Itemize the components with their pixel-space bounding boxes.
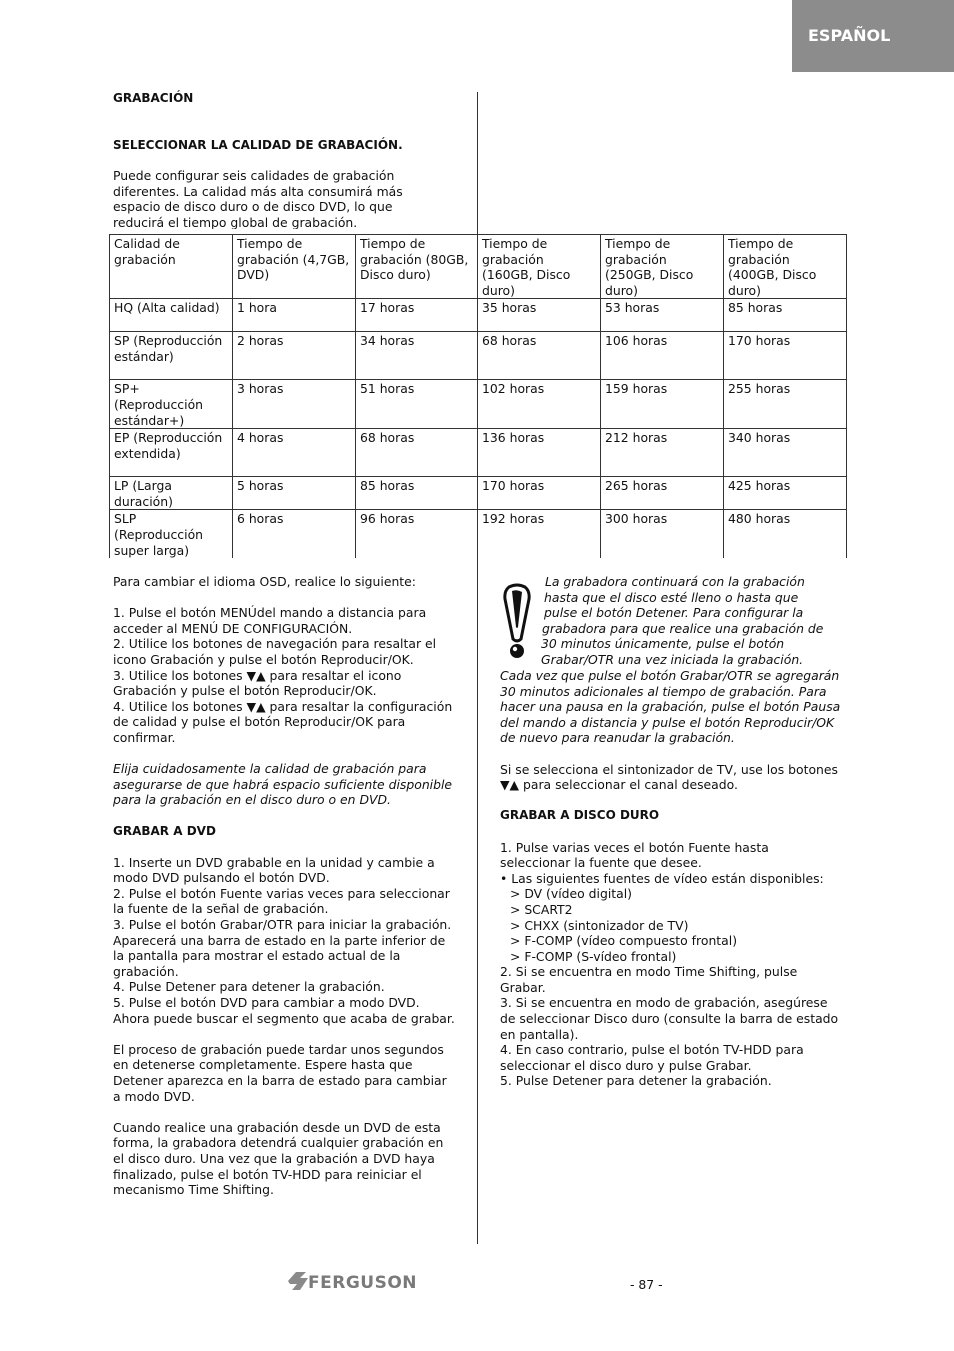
osd-step: 3. Utilice los botones ▼▲ para resaltar el icono Grabación y pulse el botón Reproducir/OK. [113,667,402,699]
warning-text [541,574,841,668]
warning-line: La grabadora continuará con la grabación [545,574,805,589]
table-cell: 35 horas [478,299,601,332]
hdd-step: 3. Si se encuentra en modo de grabación, asegúrese de seleccionar Disco duro (consulte la barra de estado en pantalla). [500,995,839,1042]
table-cell: 34 horas [356,332,478,380]
left-column [113,574,458,1198]
table-header-row [110,235,847,299]
table-cell: 425 horas [724,477,847,510]
table-cell: 192 horas [478,510,601,558]
right-column [500,668,843,1089]
table-row [110,332,847,380]
ferguson-logo-icon [286,1270,434,1292]
brand-text: FERGUSON [308,1273,417,1292]
list-item: > CHXX (sintonizador de TV) [510,917,689,933]
list-item: > DV (vídeo digital) [510,886,633,902]
table-cell: 6 horas [233,510,356,558]
warning-line: 30 minutos únicamente, pulse el botón [541,636,785,652]
dvd-step: 5. Pulse el botón DVD para cambiar a modo DVD. Ahora puede buscar el segmento que acaba de grabar. [113,995,455,1026]
table-cell: SLP (Reproducción super larga) [110,510,233,558]
warning-line: pulse el botón Detener. Para configurar la [544,605,804,621]
table-cell: 68 horas [478,332,601,380]
sources-list [500,886,843,964]
table-cell: 300 horas [601,510,724,558]
table-cell: 53 horas [601,299,724,332]
hdd-step: 2. Si se encuentra en modo Time Shifting, pulse Grabar. [500,964,798,995]
sources-intro: • Las siguientes fuentes de vídeo están disponibles: [500,870,824,886]
warning-line: Grabar/OTR una vez iniciada la grabación. [541,651,804,667]
hdd-step: 1. Pulse varias veces el botón Fuente hasta seleccionar la fuente que desee. [500,839,769,871]
column-divider-bottom [477,558,478,1244]
table-cell: 3 horas [233,380,356,429]
hdd-section-title: GRABAR A DISCO DURO [500,808,660,823]
table-cell: 85 horas [356,477,478,510]
list-item: > SCART2 [510,901,573,917]
table-cell: SP (Reproducción estándar) [110,332,233,380]
table-cell: 17 horas [356,299,478,332]
table-cell: 96 horas [356,510,478,558]
dvd-step: 2. Pulse el botón Fuente varias veces para seleccionar la fuente de la señal de grabación. [113,885,450,917]
table-cell: 106 horas [601,332,724,380]
page-number: - 87 - [630,1277,663,1292]
warning-line: hasta que el disco esté lleno o hasta que [544,589,799,605]
dvd-step: 1. Inserte un DVD grabable en la unidad y cambie a modo DVD pulsando el botón DVD. [113,854,435,886]
table-row [110,510,847,558]
table-cell: 136 horas [478,429,601,477]
osd-intro: Para cambiar el idioma OSD, realice lo siguiente: [113,574,416,589]
table-cell: 340 horas [724,429,847,477]
language-tab: ESPAÑOL [792,0,954,72]
table-cell: 2 horas [233,332,356,380]
recording-quality-table [109,234,847,558]
table-cell: LP (Larga duración) [110,477,233,510]
table-header-cell: Tiempo de grabación (4,7GB, DVD) [233,235,356,299]
table-header-cell: Tiempo de grabación (400GB, Disco duro) [724,235,847,299]
quality-note: Elija cuidadosamente la calidad de grabación para asegurarse de que habrá espacio suficiente disponible para la grabación en el disco duro o en DVD. [113,761,453,808]
table-row [110,429,847,477]
tuner-paragraph: Si se selecciona el sintonizador de TV, use los botones ▼▲ para seleccionar el canal deseado. [500,761,838,793]
table-row [110,299,847,332]
table-cell: 212 horas [601,429,724,477]
hdd-step: 4. En caso contrario, pulse el botón TV-HDD para seleccionar el disco duro y pulse Grabar. [500,1042,804,1073]
table-header-cell: Tiempo de grabación (160GB, Disco duro) [478,235,601,299]
dvd-section-title: GRABAR A DVD [113,823,216,838]
table-header-cell: Tiempo de grabación (80GB, Disco duro) [356,235,478,299]
dvd-step: 4. Pulse Detener para detener la grabación. [113,979,385,995]
section-title: GRABACIÓN [113,91,194,105]
table-header-cell: Tiempo de grabación (250GB, Disco duro) [601,235,724,299]
timeshift-paragraph: Cuando realice una grabación desde un DVD de esta forma, la grabadora detendrá cualquier grabación en el disco duro. Una vez que la grabación a DVD haya finalizado, pulse el botón TV-HDD para reiniciar el mecanismo Time Shifting. [113,1119,444,1198]
table-cell: 5 horas [233,477,356,510]
table-cell: 170 horas [478,477,601,510]
table-row [110,477,847,510]
ferguson-logo [286,1270,434,1292]
table-cell: 85 horas [724,299,847,332]
osd-step: 2. Utilice los botones de navegación para resaltar el icono Grabación y pulse el botón Reproducir/OK. [113,636,437,667]
table-cell: 265 horas [601,477,724,510]
list-item: > F-COMP (S-vídeo frontal) [510,948,677,964]
warning-line: grabadora para que realice una grabación de [542,620,824,636]
column-divider-top [477,92,478,234]
table-cell: 159 horas [601,380,724,429]
table-header-cell: Calidad de grabación [110,235,233,299]
stop-paragraph: El proceso de grabación puede tardar unos segundos en detenerse completamente. Espere hasta que Detener aparezca en la barra de estado para cambiar a modo DVD. [113,1041,447,1104]
table-cell: 480 horas [724,510,847,558]
table-cell: 51 horas [356,380,478,429]
warning-icon [500,583,534,661]
table-cell: 68 horas [356,429,478,477]
table-cell: 255 horas [724,380,847,429]
intro-paragraph: Puede configurar seis calidades de grabación diferentes. La calidad más alta consumirá más espacio de disco duro o de disco DVD, lo que reducirá el tiempo global de grabación. [113,168,403,229]
table-cell: HQ (Alta calidad) [110,299,233,332]
table-cell: EP (Reproducción extendida) [110,429,233,477]
table-cell: 170 horas [724,332,847,380]
warning-continuation: Cada vez que pulse el botón Grabar/OTR se agregarán 30 minutos adicionales al tiempo de grabación. Para hacer una pausa en la grabación, pulse el botón Pausa del mando a distancia y pulse el botón Reproducir/OK de nuevo para reanudar la grabación. [500,668,841,746]
table-cell: SP+ (Reproducción estándar+) [110,380,233,429]
table-row [110,380,847,429]
osd-step: 1. Pulse el botón MENÚdel mando a distancia para acceder al MENÚ DE CONFIGURACIÓN. [113,605,427,636]
list-item: > F-COMP (vídeo compuesto frontal) [510,933,738,949]
table-cell: 1 hora [233,299,356,332]
dvd-step: 3. Pulse el botón Grabar/OTR para iniciar la grabación. Aparecerá una barra de estado en la parte inferior de la pantalla para mostrar el estado actual de la grabación. [113,917,452,979]
hdd-step: 5. Pulse Detener para detener la grabación. [500,1073,772,1089]
osd-step: 4. Utilice los botones ▼▲ para resaltar la configuración de calidad y pulse el botón Reproducir/OK para confirmar. [113,698,453,745]
subsection-title: SELECCIONAR LA CALIDAD DE GRABACIÓN. [113,138,403,152]
table-cell: 102 horas [478,380,601,429]
table-cell: 4 horas [233,429,356,477]
